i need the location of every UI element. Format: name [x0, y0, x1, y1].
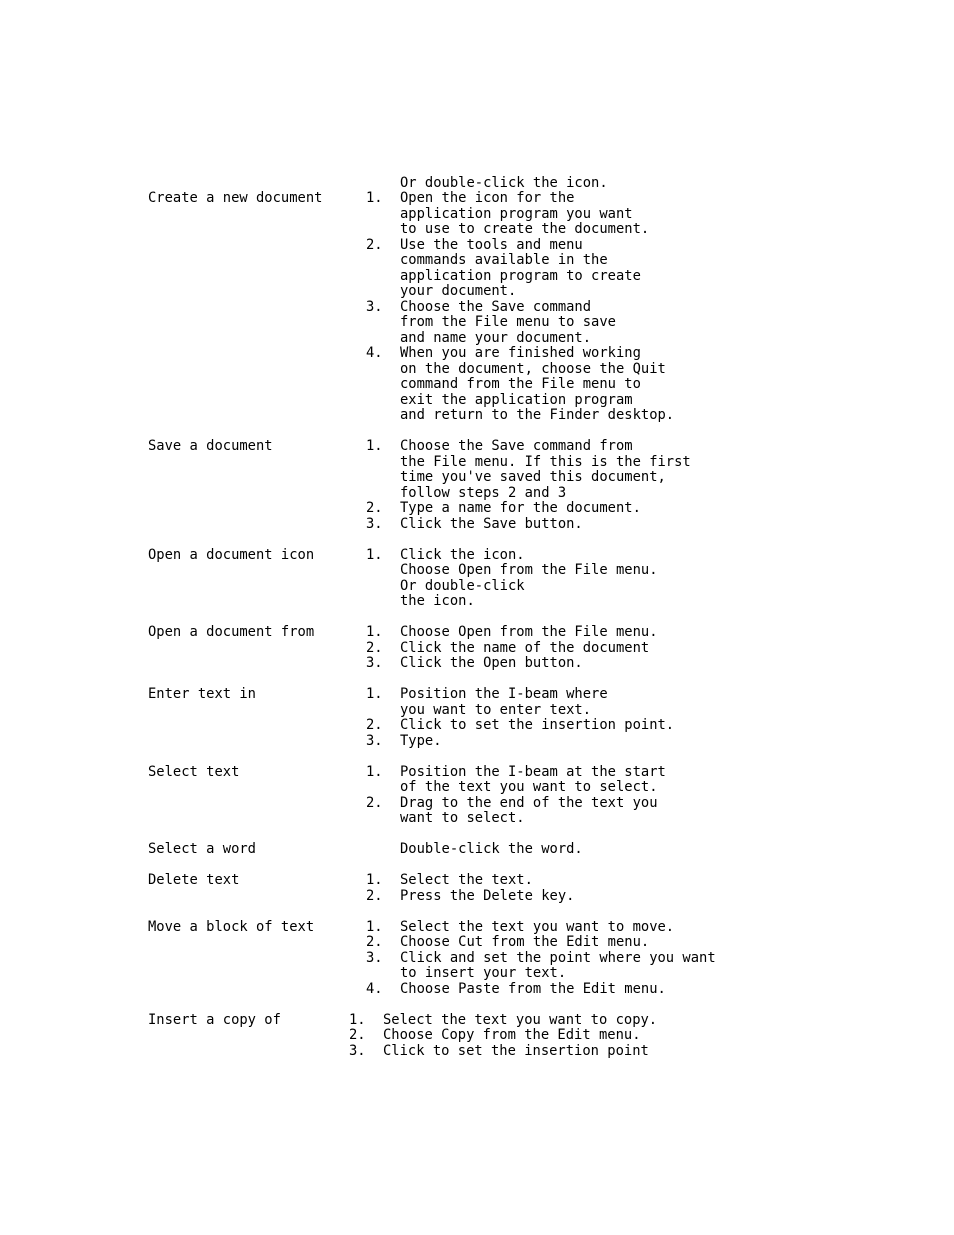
step-number: 3. — [366, 515, 383, 532]
step-text: the File menu. If this is the first — [400, 453, 691, 470]
step-line — [0, 562, 954, 578]
step-text: Drag to the end of the text you — [400, 794, 658, 811]
step-text: Position the I-beam where — [400, 686, 608, 702]
step-text: Position the I-beam at the start — [400, 763, 666, 780]
step-line — [0, 190, 954, 206]
step-line — [0, 1012, 954, 1028]
step-line — [0, 252, 954, 268]
step-text: commands available in the — [400, 252, 608, 268]
step-line — [0, 283, 954, 299]
step-line — [0, 361, 954, 377]
step-text: Double-click the word. — [400, 841, 583, 857]
step-text: Click to set the insertion point. — [400, 717, 675, 733]
step-number: 2. — [366, 794, 383, 811]
step-line — [0, 454, 954, 470]
step-text: Click the Save button. — [400, 515, 583, 532]
task-label: Delete text — [148, 872, 240, 888]
step-text: and name your document. — [400, 329, 592, 346]
step-text: your document. — [400, 283, 517, 299]
step-line — [0, 733, 954, 749]
step-line — [0, 686, 954, 702]
step-number: 3. — [366, 655, 383, 671]
step-number: 2. — [349, 1027, 366, 1043]
step-line — [0, 593, 954, 609]
step-text: Select the text you want to copy. — [383, 1011, 658, 1028]
step-line — [0, 1027, 954, 1043]
step-line — [0, 376, 954, 392]
step-line — [0, 407, 954, 423]
step-text: Press the Delete key. — [400, 887, 575, 904]
step-number: 1. — [366, 624, 383, 640]
step-number: 1. — [349, 1011, 366, 1028]
step-text: Choose Paste from the Edit menu. — [400, 980, 666, 997]
step-text: Type a name for the document. — [400, 500, 641, 516]
step-line — [0, 779, 954, 795]
step-number: 2. — [366, 887, 383, 904]
step-text: Select the text. — [400, 872, 533, 888]
step-line — [0, 314, 954, 330]
step-line — [0, 268, 954, 284]
step-number: 2. — [366, 639, 383, 656]
step-number: 3. — [349, 1042, 366, 1059]
step-number: 1. — [366, 918, 383, 935]
step-text: Type. — [400, 732, 442, 749]
step-line — [0, 981, 954, 997]
step-line — [0, 919, 954, 935]
step-text: Click the icon. — [400, 546, 525, 563]
step-number: 2. — [366, 236, 383, 253]
step-text: Choose Open from the File menu. — [400, 624, 658, 640]
step-text: Open the icon for the — [400, 190, 575, 206]
intro-text: Or double-click the icon. — [400, 175, 608, 191]
step-line — [0, 485, 954, 501]
step-line — [0, 841, 954, 857]
step-line — [0, 810, 954, 826]
step-text: you want to enter text. — [400, 701, 592, 718]
step-number: 3. — [366, 732, 383, 749]
task-label: Save a document — [148, 438, 273, 454]
step-line — [0, 888, 954, 904]
step-line — [0, 516, 954, 532]
step-line — [0, 206, 954, 222]
step-number: 2. — [366, 934, 383, 950]
step-text: follow steps 2 and 3 — [400, 484, 567, 501]
step-line — [0, 547, 954, 563]
task-label: Select text — [148, 763, 240, 780]
step-text: Click the name of the document — [400, 639, 650, 656]
step-line — [0, 299, 954, 315]
step-number: 1. — [366, 546, 383, 563]
step-line — [0, 655, 954, 671]
step-text: Click the Open button. — [400, 655, 583, 671]
step-text: Use the tools and menu — [400, 236, 583, 253]
step-number: 4. — [366, 345, 383, 361]
step-text: application program to create — [400, 267, 641, 284]
step-line — [0, 578, 954, 594]
step-number: 1. — [366, 438, 383, 454]
step-text: to use to create the document. — [400, 221, 650, 237]
step-number: 2. — [366, 500, 383, 516]
step-text: on the document, choose the Quit — [400, 360, 666, 377]
step-text: Click to set the insertion point — [383, 1042, 649, 1059]
task-label: Move a block of text — [148, 918, 315, 935]
step-number: 1. — [366, 686, 383, 702]
task-label: Create a new document — [148, 190, 323, 206]
step-number: 4. — [366, 980, 383, 997]
task-label: Open a document from — [148, 624, 315, 640]
step-line — [0, 438, 954, 454]
step-line — [0, 221, 954, 237]
task-label: Insert a copy of — [148, 1011, 281, 1028]
step-text: the icon. — [400, 593, 475, 609]
step-text: exit the application program — [400, 391, 633, 408]
step-text: Choose Cut from the Edit menu. — [400, 934, 650, 950]
step-number: 1. — [366, 763, 383, 780]
intro-line — [0, 159, 954, 191]
step-text: from the File menu to save — [400, 314, 616, 330]
step-line — [0, 392, 954, 408]
step-line — [0, 469, 954, 485]
step-line — [0, 500, 954, 516]
step-line — [0, 934, 954, 950]
step-text: Or double-click — [400, 577, 525, 594]
step-text: Choose the Save command from — [400, 438, 633, 454]
step-line — [0, 624, 954, 640]
step-line — [0, 717, 954, 733]
step-line — [0, 795, 954, 811]
step-line — [0, 702, 954, 718]
task-label: Open a document icon — [148, 546, 315, 563]
step-line — [0, 764, 954, 780]
step-text: Choose Open from the File menu. — [400, 562, 658, 578]
step-text: When you are finished working — [400, 345, 641, 361]
step-text: command from the File menu to — [400, 376, 641, 392]
step-number: 3. — [366, 298, 383, 315]
step-text: and return to the Finder desktop. — [400, 407, 675, 423]
task-label: Enter text in — [148, 686, 256, 702]
step-line — [0, 237, 954, 253]
step-number: 1. — [366, 190, 383, 206]
step-number: 1. — [366, 872, 383, 888]
step-line — [0, 640, 954, 656]
step-text: want to select. — [400, 810, 525, 826]
step-text: time you've saved this document, — [400, 469, 666, 485]
step-number: 2. — [366, 717, 383, 733]
step-text: to insert your text. — [400, 965, 567, 981]
step-text: of the text you want to select. — [400, 779, 658, 795]
step-text: Choose Copy from the Edit menu. — [383, 1027, 641, 1043]
step-number: 3. — [366, 949, 383, 966]
step-line — [0, 872, 954, 888]
step-line — [0, 965, 954, 981]
step-text: Choose the Save command — [400, 298, 592, 315]
step-text: Select the text you want to move. — [400, 918, 675, 935]
step-line — [0, 330, 954, 346]
step-line — [0, 345, 954, 361]
step-text: Click and set the point where you want — [400, 949, 716, 966]
step-text: application program you want — [400, 205, 633, 222]
task-label: Select a word — [148, 841, 256, 857]
step-line — [0, 950, 954, 966]
step-line — [0, 1043, 954, 1059]
